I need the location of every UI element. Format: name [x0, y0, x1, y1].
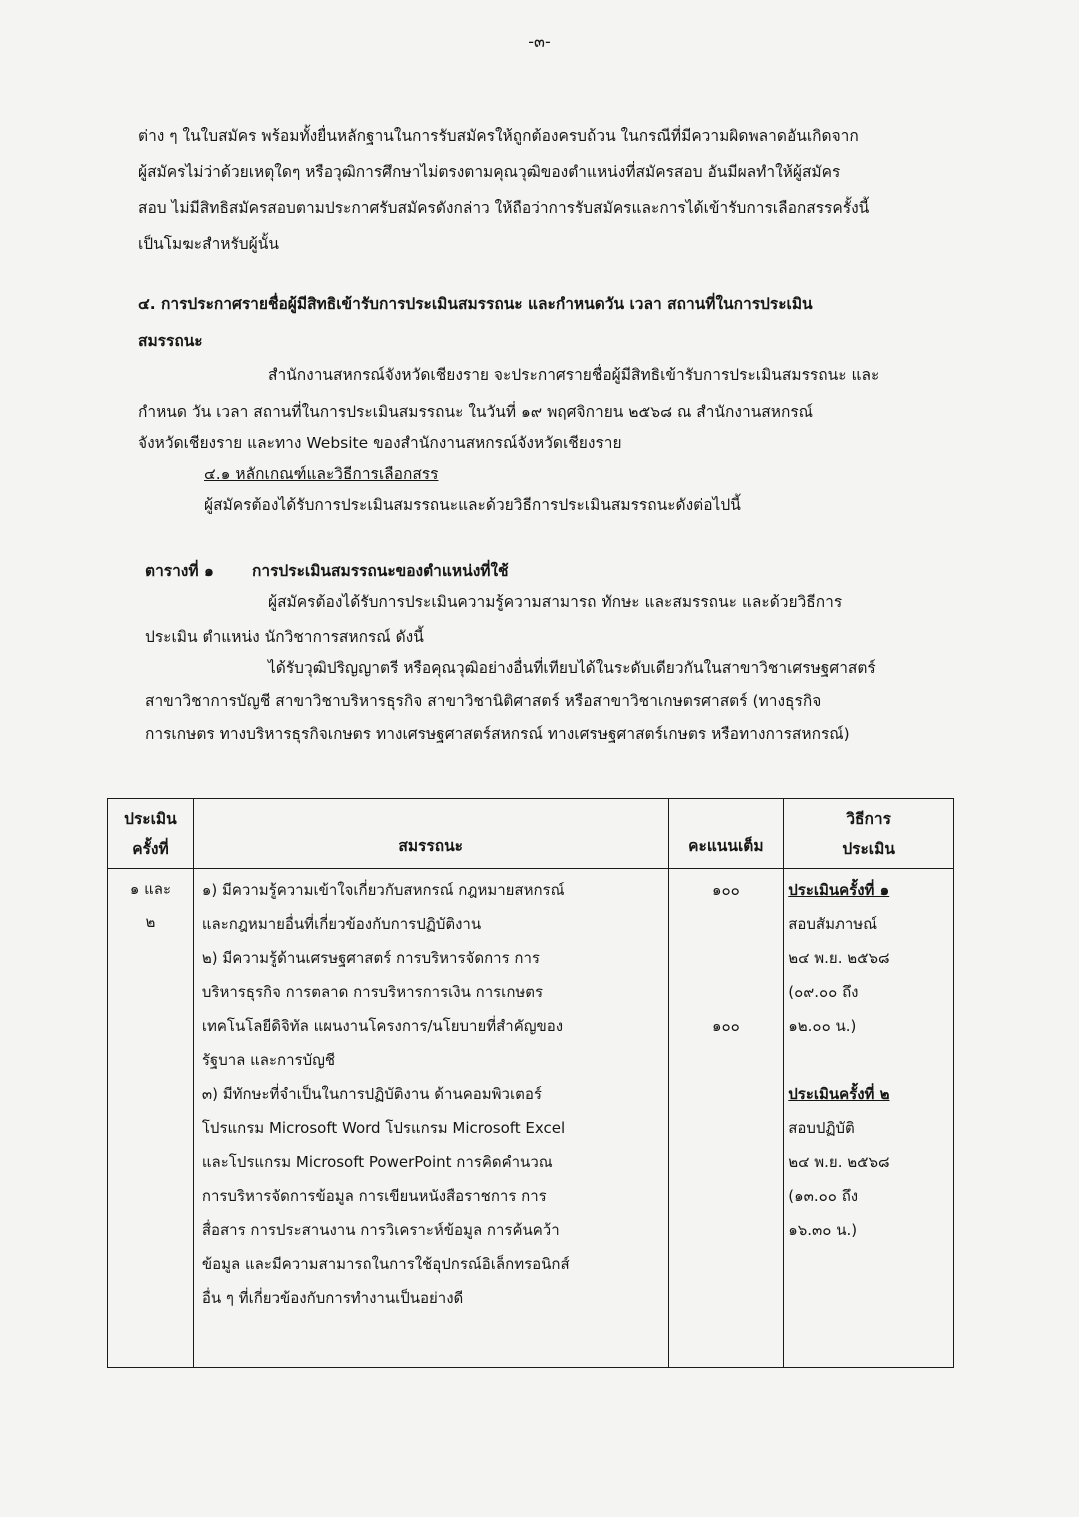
- round-line: ๑ และ: [129, 880, 172, 898]
- method-line: ๒๔ พ.ย. ๒๕๖๘: [788, 1153, 890, 1171]
- competency-line: รัฐบาล และการบัญชี: [201, 1051, 336, 1069]
- table-desc-line: ผู้สมัครต้องได้รับการประเมินความรู้ความสามารถ ทักษะ และสมรรถนะ และด้วยวิธีการ: [268, 593, 843, 611]
- header-full-score: คะแนนเต็ม: [668, 799, 784, 869]
- method-title: ประเมินครั้งที่ ๒: [788, 1085, 890, 1103]
- competency-line: ๑) มีความรู้ความเข้าใจเกี่ยวกับสหกรณ์ กฎหมายสหกรณ์: [201, 881, 565, 899]
- method-line: สอบปฏิบัติ: [788, 1119, 855, 1137]
- table-caption-title: การประเมินสมรรถนะของตำแหน่งที่ใช้: [252, 562, 509, 580]
- competency-line: ๓) มีทักษะที่จำเป็นในการปฏิบัติงาน ด้านคอมพิวเตอร์: [201, 1085, 542, 1103]
- section4-1-body: ผู้สมัครต้องได้รับการประเมินสมรรถนะและด้วยวิธีการประเมินสมรรถนะดังต่อไปนี้: [204, 496, 741, 514]
- score-value: ๑๐๐: [711, 1017, 740, 1035]
- method-line: สอบสัมภาษณ์: [788, 915, 878, 933]
- qualification-line: สาขาวิชาการบัญชี สาขาวิชาบริหารธุรกิจ สาขาวิชานิติศาสตร์ หรือสาขาวิชาเกษตรศาสตร์ (ทางธุรกิจ: [145, 692, 822, 710]
- method-line: ๑๒.๐๐ น.): [788, 1017, 857, 1035]
- intro-line: สอบ ไม่มีสิทธิสมัครสอบตามประกาศรับสมัครดังกล่าว ให้ถือว่าการรับสมัครและการได้เข้ารับการเลือกสรรครั้งนี้: [138, 199, 870, 217]
- table-caption-label: ตารางที่ ๑: [145, 562, 214, 580]
- header-competency: สมรรถนะ: [193, 799, 668, 869]
- competency-line: เทคโนโลยีดิจิทัล แผนงานโครงการ/นโยบายที่สำคัญของ: [201, 1017, 564, 1035]
- competency-cell: [193, 869, 668, 1368]
- competency-line: สื่อสาร การประสานงาน การวิเคราะห์ข้อมูล การค้นคว้า: [201, 1221, 560, 1239]
- section4-1-heading: ๔.๑ หลักเกณฑ์และวิธีการเลือกสรร: [204, 465, 439, 483]
- assessment-table: [107, 798, 954, 1368]
- table-header-row: [108, 799, 954, 869]
- method-line: ๑๖.๓๐ น.): [788, 1221, 858, 1239]
- competency-line: ข้อมูล และมีความสามารถในการใช้อุปกรณ์อิเล็กทรอนิกส์: [201, 1255, 570, 1273]
- header-method-line: วิธีการ: [846, 809, 891, 828]
- header-method: [784, 799, 954, 869]
- intro-line: ต่าง ๆ ในใบสมัคร พร้อมทั้งยื่นหลักฐานในการรับสมัครให้ถูกต้องครบถ้วน ในกรณีที่มีความผิดพลาดอันเกิดจาก: [138, 127, 859, 145]
- intro-line: ผู้สมัครไม่ว่าด้วยเหตุใดๆ หรือวุฒิการศึกษาไม่ตรงตามคุณวุฒิของตำแหน่งที่สมัครสอบ อันมีผลทำให้ผู้สมัคร: [138, 163, 841, 181]
- method-cell: [784, 869, 954, 1368]
- round-cell: [108, 869, 194, 1368]
- header-round-line: ประเมิน: [124, 809, 177, 828]
- competency-line: บริหารธุรกิจ การตลาด การบริหารการเงิน การเกษตร: [201, 983, 544, 1001]
- score-value: ๑๐๐: [711, 881, 740, 899]
- section4-body-line: กำหนด วัน เวลา สถานที่ในการประเมินสมรรถนะ ในวันที่ ๑๙ พฤศจิกายน ๒๕๖๘ ณ สำนักงานสหกรณ์: [138, 403, 814, 421]
- competency-line: อื่น ๆ ที่เกี่ยวข้องกับการทำงานเป็นอย่างดี: [201, 1289, 464, 1307]
- header-round-line: ครั้งที่: [132, 839, 169, 858]
- method-title: ประเมินครั้งที่ ๑: [788, 881, 890, 899]
- section4-body-line: จังหวัดเชียงราย และทาง Website ของสำนักงานสหกรณ์จังหวัดเชียงราย: [138, 434, 622, 452]
- competency-line: โปรแกรม Microsoft Word โปรแกรม Microsoft Excel: [201, 1119, 566, 1137]
- method-line: ๒๔ พ.ย. ๒๕๖๘: [788, 949, 890, 967]
- header-method-line: ประเมิน: [842, 839, 895, 858]
- table-desc-line: ประเมิน ตำแหน่ง นักวิชาการสหกรณ์ ดังนี้: [145, 628, 424, 646]
- competency-line: และโปรแกรม Microsoft PowerPoint การคิดคำนวณ: [201, 1153, 553, 1171]
- intro-line: เป็นโมฆะสำหรับผู้นั้น: [138, 235, 279, 253]
- section4-heading: ๔. การประกาศรายชื่อผู้มีสิทธิเข้ารับการประเมินสมรรถนะ และกำหนดวัน เวลา สถานที่ในการประเมิน: [138, 295, 813, 313]
- competency-line: ๒) มีความรู้ด้านเศรษฐศาสตร์ การบริหารจัดการ การ: [201, 949, 540, 967]
- round-line: ๒: [145, 913, 156, 931]
- score-cell: [668, 869, 784, 1368]
- qualification-line: ได้รับวุฒิปริญญาตรี หรือคุณวุฒิอย่างอื่นที่เทียบได้ในระดับเดียวกันในสาขาวิชาเศรษฐศาสตร์: [268, 659, 876, 677]
- method-line: (๐๙.๐๐ ถึง: [788, 983, 859, 1001]
- section4-heading-cont: สมรรถนะ: [138, 332, 203, 350]
- competency-line: และกฎหมายอื่นที่เกี่ยวข้องกับการปฏิบัติงาน: [201, 915, 482, 933]
- competency-line: การบริหารจัดการข้อมูล การเขียนหนังสือราชการ การ: [201, 1187, 547, 1205]
- header-round: [108, 799, 194, 869]
- section4-body-line: สำนักงานสหกรณ์จังหวัดเชียงราย จะประกาศรายชื่อผู้มีสิทธิเข้ารับการประเมินสมรรถนะ และ: [268, 366, 880, 384]
- page-number: -๓-: [528, 32, 551, 51]
- method-line: (๑๓.๐๐ ถึง: [788, 1187, 859, 1205]
- table-row: [108, 869, 954, 1368]
- qualification-line: การเกษตร ทางบริหารธุรกิจเกษตร ทางเศรษฐศาสตร์สหกรณ์ ทางเศรษฐศาสตร์เกษตร หรือทางการสหกรณ์): [145, 725, 850, 743]
